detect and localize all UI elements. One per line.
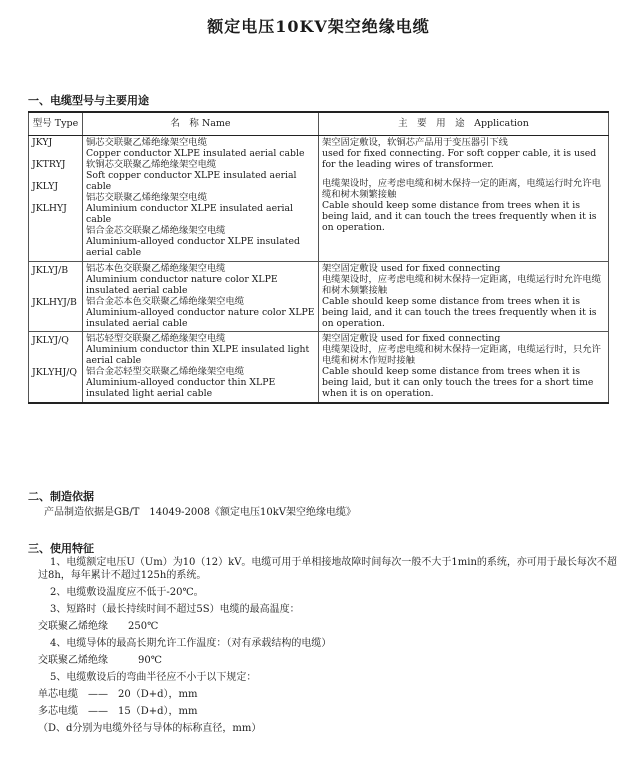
header-type: 型号 Type [29, 112, 83, 136]
table-row [29, 332, 609, 403]
name-zh: 铝合金芯交联聚乙烯绝缘架空电缆 [86, 224, 226, 236]
name-en: Aluminium-alloyed conductor XLPE insulated aerial cable [86, 235, 301, 258]
header-application: 主 要 用 途 Application [319, 112, 609, 136]
feature-value: 多芯电缆 —— 15（D+d），mm [38, 706, 198, 717]
feature-note: （D、d分别为电缆外径与导体的标称直径，mm） [38, 723, 262, 734]
type-code: JKTRYJ [32, 159, 66, 170]
application-zh: 架空固定敷设 used for fixed connecting [322, 262, 501, 274]
type-code: JKLHYJ/B [32, 296, 77, 308]
name-en: Soft copper conductor XLPE insulated aerial cable [86, 169, 297, 192]
feature-item: 3、短路时（最长持续时间不超过5S）电缆的最高温度： [50, 604, 300, 615]
feature-item: 5、电缆敷设后的弯曲半径应不小于以下规定： [50, 672, 257, 683]
name-zh: 铜芯交联聚乙烯绝缘架空电缆 [86, 137, 207, 148]
feature-value: 单芯电缆 —— 20（D+d），mm [38, 689, 198, 700]
type-code: JKYJ [32, 137, 53, 148]
type-cell [29, 136, 83, 262]
application-en: Cable should keep some distance from trees when it is being laid, and it can touch the trees frequently when it is on operation. [322, 295, 597, 329]
feature-value: 交联聚乙烯绝缘 90℃ [38, 655, 162, 666]
name-cell [83, 332, 319, 403]
application-en: Cable should keep some distance from trees when it is being laid, but it can only touch the trees for a short time when it is on operation. [322, 366, 594, 400]
name-en: Aluminium conductor thin XLPE insulated light aerial cable [86, 344, 310, 367]
section-heading-standard: 二、制造依据 [28, 490, 94, 503]
table-row [29, 261, 609, 332]
name-zh: 铝芯交联聚乙烯绝缘架空电缆 [86, 191, 207, 203]
application-en: used for fixed connecting. For soft copper cable, it is used for the leading wires of transformer. [322, 147, 597, 170]
feature-value: 交联聚乙烯绝缘 250℃ [38, 621, 159, 632]
application-cell [319, 332, 609, 403]
application-zh: 电缆架设时，应考虑电缆和树木保持一定距离，电缆运行时允许电缆和树木频繁接触 [322, 273, 601, 296]
type-code: JKLYJ/Q [32, 335, 69, 347]
name-en: Aluminium conductor nature color XLPE insulated aerial cable [86, 273, 278, 296]
table-header-row [29, 112, 609, 136]
type-code: JKLHYJ [32, 203, 67, 214]
name-zh: 铝芯本色交联聚乙烯绝缘架空电缆 [86, 262, 226, 274]
name-cell [83, 136, 319, 262]
type-cell [29, 332, 83, 403]
feature-item: 1、电缆额定电压U（Um）为10（12）kV。电缆可用于单相接地故障时间每次一般不大于1min的系统，亦可用于最长每次不超过8h，每年累计不超过125h的系统。 [38, 557, 617, 581]
model-usage-table [28, 111, 609, 404]
application-en: Cable should keep some distance from trees when it is being laid, and it can touch the trees frequently when it is on operation. [322, 199, 597, 233]
section-heading-features: 三、使用特征 [28, 542, 94, 555]
type-code: JKLYJ/B [32, 264, 69, 276]
application-cell [319, 261, 609, 332]
type-code: JKLYJ [32, 181, 59, 192]
feature-item: 2、电缆敷设温度应不低于-20℃。 [50, 587, 204, 598]
type-code: JKLYHJ/Q [32, 367, 77, 379]
name-en: Aluminium-alloyed conductor thin XLPE insulated light aerial cable [86, 377, 276, 400]
name-zh: 铝合金芯本色交联聚乙烯绝缘架空电缆 [86, 295, 245, 307]
header-name: 名 称 Name [83, 112, 319, 136]
document-title: 额定电压10KV架空绝缘电缆 [207, 17, 430, 36]
name-cell [83, 261, 319, 332]
application-zh: 架空固定敷设，软铜芯产品用于变压器引下线 [322, 137, 508, 148]
feature-item: 4、电缆导体的最高长期允许工作温度：（对有承载结构的电缆） [50, 638, 332, 649]
name-en: Aluminium conductor XLPE insulated aerial cable [86, 202, 294, 225]
name-en: Copper conductor XLPE insulated aerial cable [86, 147, 305, 159]
section-heading-model-usage: 一、电缆型号与主要用途 [28, 94, 149, 107]
standard-text: 产品制造依据是GB/T 14049-2008《额定电压10kV架空绝缘电缆》 [44, 507, 357, 518]
table-row [29, 136, 609, 262]
application-zh: 电缆架设时，应考虑电缆和树木保持一定的距离，电缆运行时允许电缆和树木频繁接触 [322, 177, 601, 200]
application-zh: 架空固定敷设 used for fixed connecting [322, 333, 501, 345]
name-zh: 铝芯轻型交联聚乙烯绝缘架空电缆 [86, 333, 226, 345]
application-cell [319, 136, 609, 262]
type-cell [29, 261, 83, 332]
application-zh: 电缆架设时，应考虑电缆和树木保持一定距离，电缆运行时，只允许电缆和树木作短时接触 [322, 344, 601, 367]
name-zh: 软铜芯交联聚乙烯绝缘架空电缆 [86, 158, 217, 170]
features-list [38, 556, 618, 739]
name-en: Aluminium-alloyed conductor nature color XLPE insulated aerial cable [86, 306, 315, 329]
name-zh: 铝合金芯轻型交联聚乙烯绝缘架空电缆 [86, 366, 245, 378]
